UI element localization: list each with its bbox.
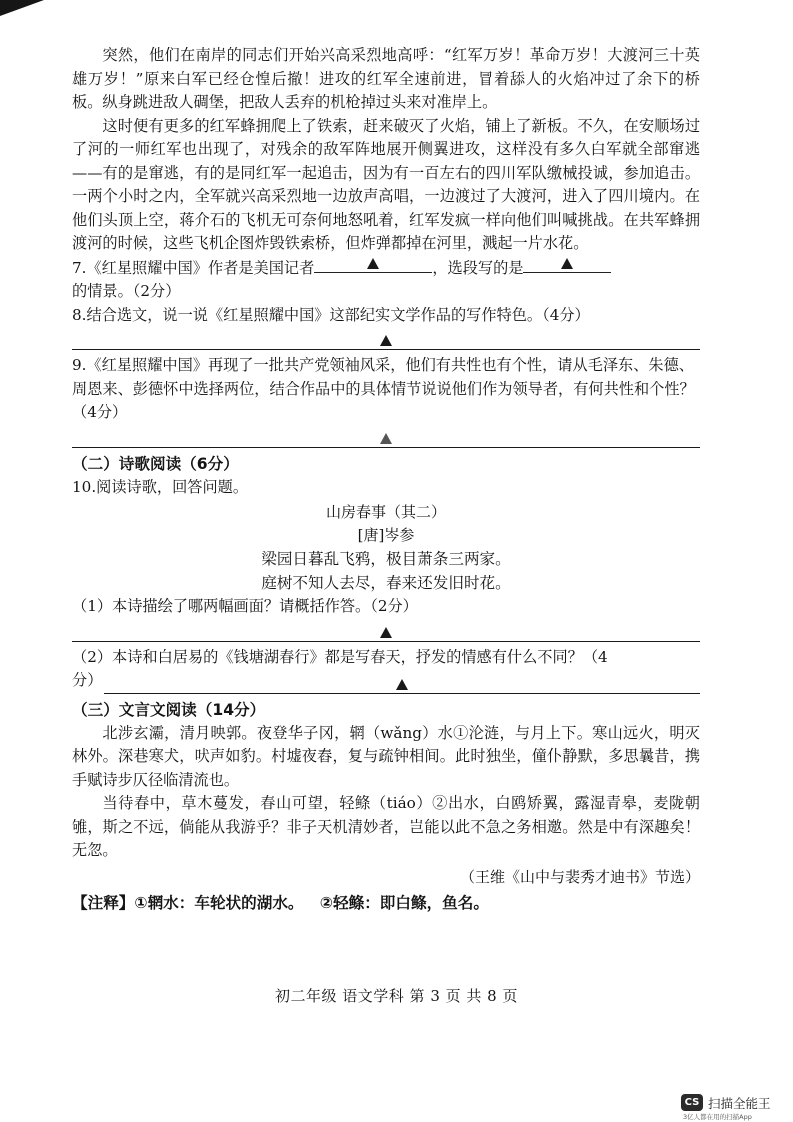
answer-line-q9[interactable]	[72, 427, 700, 448]
question-7	[72, 256, 700, 304]
answer-marker-icon	[396, 679, 408, 690]
answer-blank-scene[interactable]	[523, 256, 611, 273]
answer-line-q10-1[interactable]	[72, 621, 700, 642]
answer-marker-icon	[380, 335, 392, 346]
classical-source: （王维《山中与裴秀才迪书》节选）	[459, 867, 700, 886]
poem-title: 山房春事（其二）	[325, 503, 446, 521]
answer-line-q10-2[interactable]	[104, 673, 700, 694]
scanner-logo-icon: CS	[681, 1094, 703, 1111]
answer-blank-author[interactable]	[314, 256, 432, 273]
scanner-app-name: 扫描全能王	[708, 1096, 771, 1111]
answer-marker-icon	[367, 258, 379, 269]
poem-author: [唐]岑参	[357, 526, 415, 544]
answer-marker-icon	[561, 258, 573, 269]
question-10-2-score: 分）	[72, 671, 103, 689]
question-8: 8.结合选文，说一说《红星照耀中国》这部纪实文学作品的写作特色。（4分）	[72, 305, 590, 324]
classical-paragraph-1: 北涉玄灞，清月映郭。夜登华子冈，辋（wǎng）水①沦涟，与月上下。寒山远火，明灭林外。深巷寒犬，吠声如豹。村墟夜舂，复与疏钟相间。此时独坐，僮仆静默，多思曩昔，携手赋诗步仄径临清流也。	[72, 723, 700, 789]
section-poetry-heading: （二）诗歌阅读（6分）	[72, 454, 239, 473]
question-7-part-3: 的情景。（2分）	[72, 282, 181, 300]
question-7-part-2: ，选段写的是	[432, 258, 524, 277]
exam-page	[72, 44, 700, 917]
passage-paragraph-2: 这时便有更多的红军蜂拥爬上了铁索，赶来破灭了火焰，铺上了新板。不久，在安顺场过了河的一师红军也出现了，对残余的敌军阵地展开侧翼进攻，这样没有多久白军就全部窜逃——有的是窜逃，有的是同红军一起追击，因为有一百左右的四川军队缴械投诚，参加追击。一两个小时之内，全军就兴高采烈地一边放声高唱，一边渡过了大渡河，进入了四川境内。在他们头顶上空，蒋介石的飞机无可奈何地怒吼着，红军发疯一样向他们叫喊挑战。在共军蜂拥渡河的时候，这些飞机企图炸毁铁索桥，但炸弹都掉在河里，溅起一片水花。	[72, 116, 700, 252]
answer-marker-icon	[380, 433, 392, 444]
question-10: 10.阅读诗歌，回答问题。	[72, 477, 249, 496]
poem-line-1: 梁园日暮乱飞鸦，极目萧条三两家。	[261, 550, 511, 568]
question-10-1: （1）本诗描绘了哪两幅画面？请概括作答。（2分）	[72, 597, 418, 615]
question-9: 9.《红星照耀中国》再现了一批共产党领袖风采，他们有共性也有个性，请从毛泽东、朱德、周恩来、彭德怀中选择两位，结合作品中的具体情节说说他们作为领导者，有何共性和个性？（4分）	[72, 356, 695, 421]
scanner-tagline: 3亿人都在用的扫描App	[683, 1113, 752, 1121]
section-classical-heading: （三）文言文阅读（14分）	[72, 700, 266, 719]
annotation-note: 【注释】①辋水：车轮状的湖水。 ②轻鲦：即白鲦，鱼名。	[72, 893, 489, 912]
passage-paragraph-1: 突然，他们在南岸的同志们开始兴高采烈地高呼：“红军万岁！革命万岁！大渡河三十英雄万岁！”原来白军已经仓惶后撤！进攻的红军全速前进，冒着舔人的火焰冲过了余下的桥板。纵身跳进敌人碉堡，把敌人丢弃的机枪掉过头来对准岸上。	[72, 46, 700, 111]
answer-line-q8[interactable]	[72, 329, 700, 350]
scanner-watermark	[681, 1093, 791, 1119]
poem-line-2: 庭树不知人去尽，春来还发旧时花。	[261, 574, 511, 592]
question-10-2-text: （2）本诗和白居易的《钱塘湖春行》都是写春天，抒发的情感有什么不同？（4	[72, 647, 608, 666]
question-7-part-1: 7.《红星照耀中国》作者是美国记者	[72, 258, 315, 277]
classical-paragraph-2: 当待春中，草木蔓发，春山可望，轻鲦（tiáo）②出水，白鸥矫翼，露湿青皋，麦陇朝雊，斯之不远，倘能从我游乎？非子天机清妙者，岂能以此不急之务相邀。然是中有深趣矣！无忽。	[72, 794, 700, 859]
answer-marker-icon	[380, 627, 392, 638]
scan-corner-mark	[0, 0, 44, 16]
page-footer: 初二年级 语文学科 第 3 页 共 8 页	[275, 987, 518, 1005]
